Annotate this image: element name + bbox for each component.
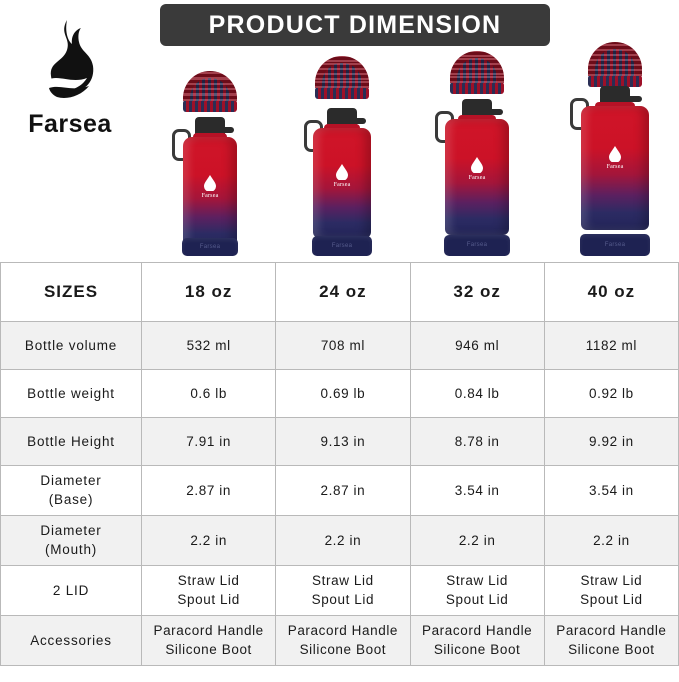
row-label-bottle-weight: Bottle weight [1, 370, 142, 418]
cell-accessories-32oz [410, 616, 544, 666]
cell-line2: Spout Lid [445, 591, 509, 607]
cell-height-32oz: 8.78 in [410, 418, 544, 466]
cell-height-24oz: 9.13 in [276, 418, 410, 466]
row-label-line2: (Mouth) [44, 541, 98, 557]
cell-height-18oz: 7.91 in [142, 418, 276, 466]
boot-brand-text: Farsea [199, 244, 221, 250]
silicone-boot [312, 236, 372, 256]
row-label-line1: Diameter [40, 473, 102, 489]
cell-weight-24oz: 0.69 lb [276, 370, 410, 418]
cell-diameter-base-24oz: 2.87 in [276, 466, 410, 516]
cell-line2: Silicone Boot [568, 641, 655, 657]
cell-accessories-40oz [544, 616, 678, 666]
brand-name: Farsea [28, 110, 112, 138]
cell-line2: Spout Lid [580, 591, 643, 607]
table-row [1, 516, 679, 566]
cell-weight-40oz: 0.92 lb [544, 370, 678, 418]
bottle-body [183, 137, 237, 249]
cell-volume-40oz: 1182 ml [544, 322, 678, 370]
cell-diameter-mouth-24oz: 2.2 in [276, 516, 410, 566]
bottle-18oz [160, 71, 260, 256]
bottle-32oz [425, 51, 529, 256]
header-cell-40oz: 40 oz [544, 263, 678, 322]
cell-line2: Silicone Boot [299, 641, 387, 657]
paracord-handle-icon [588, 42, 642, 87]
cell-line1: Paracord Handle [421, 623, 533, 639]
row-label-accessories: Accessories [1, 616, 142, 666]
cell-diameter-base-32oz: 3.54 in [410, 466, 544, 516]
cell-line1: Straw Lid [580, 573, 643, 589]
water-drop-logo-icon [609, 146, 621, 162]
water-drop-logo-icon [336, 164, 348, 180]
cell-volume-18oz: 532 ml [142, 322, 276, 370]
silicone-boot [444, 235, 510, 256]
page-title: PRODUCT DIMENSION [208, 10, 502, 39]
header-cell-24oz: 24 oz [276, 263, 410, 322]
bottle-40oz [560, 42, 670, 256]
water-drop-logo-icon [471, 157, 483, 173]
paracord-handle-icon [315, 56, 369, 99]
row-label-diameter-base [1, 466, 142, 516]
cell-diameter-base-40oz: 3.54 in [544, 466, 678, 516]
cell-line2: Spout Lid [177, 591, 240, 607]
cell-line1: Paracord Handle [287, 623, 399, 639]
row-label-bottle-height: Bottle Height [1, 418, 142, 466]
cell-line1: Paracord Handle [556, 623, 667, 639]
cell-weight-32oz: 0.84 lb [410, 370, 544, 418]
cell-volume-24oz: 708 ml [276, 322, 410, 370]
table-row [1, 370, 679, 418]
cell-line1: Paracord Handle [153, 623, 264, 639]
bottle-body [313, 128, 371, 238]
bottle-body [445, 119, 509, 235]
cell-diameter-mouth-32oz: 2.2 in [410, 516, 544, 566]
row-label-line2: (Base) [48, 491, 94, 507]
specification-table [0, 262, 679, 666]
cell-volume-32oz: 946 ml [410, 322, 544, 370]
row-label-diameter-mouth [1, 516, 142, 566]
bottle-body [581, 106, 649, 230]
row-label-bottle-volume: Bottle volume [1, 322, 142, 370]
cell-height-40oz: 9.92 in [544, 418, 678, 466]
cell-lid-24oz [276, 566, 410, 616]
cell-lid-40oz [544, 566, 678, 616]
water-drop-logo-icon [204, 175, 216, 191]
brand-logo [10, 18, 130, 139]
flame-wave-logo-icon [37, 18, 103, 104]
paracord-handle-icon [183, 71, 237, 112]
boot-brand-text: Farsea [466, 242, 488, 248]
table-row [1, 322, 679, 370]
bottle-brand-text: Farsea [606, 164, 624, 170]
cell-line2: Silicone Boot [433, 641, 521, 657]
bottle-brand-text: Farsea [201, 193, 219, 199]
cell-weight-18oz: 0.6 lb [142, 370, 276, 418]
row-label-line1: Diameter [40, 523, 102, 539]
cell-line2: Spout Lid [311, 591, 375, 607]
bottle-24oz [292, 56, 392, 256]
cell-line1: Straw Lid [177, 573, 240, 589]
row-label-2-lid: 2 LID [1, 566, 142, 616]
boot-brand-text: Farsea [604, 242, 626, 248]
boot-brand-text: Farsea [331, 243, 353, 249]
table-row [1, 418, 679, 466]
cell-lid-18oz [142, 566, 276, 616]
cell-diameter-mouth-40oz: 2.2 in [544, 516, 678, 566]
table-row [1, 566, 679, 616]
cell-line1: Straw Lid [446, 573, 508, 589]
silicone-boot [182, 238, 238, 256]
cell-diameter-base-18oz: 2.87 in [142, 466, 276, 516]
bottle-brand-text: Farsea [333, 182, 351, 188]
table-row [1, 616, 679, 666]
bottle-brand-text: Farsea [468, 175, 486, 181]
cell-lid-32oz [410, 566, 544, 616]
header [0, 0, 679, 256]
header-cell-sizes: SIZES [1, 263, 142, 322]
cell-accessories-18oz [142, 616, 276, 666]
cell-accessories-24oz [276, 616, 410, 666]
table-header-row [1, 263, 679, 322]
bottle-lineup [140, 42, 679, 256]
cell-line2: Silicone Boot [165, 641, 252, 657]
cell-diameter-mouth-18oz: 2.2 in [142, 516, 276, 566]
silicone-boot [580, 234, 650, 256]
product-dimension-banner [160, 4, 550, 46]
header-cell-18oz: 18 oz [142, 263, 276, 322]
cell-line1: Straw Lid [312, 573, 374, 589]
table-row [1, 466, 679, 516]
paracord-handle-icon [450, 51, 504, 94]
header-cell-32oz: 32 oz [410, 263, 544, 322]
